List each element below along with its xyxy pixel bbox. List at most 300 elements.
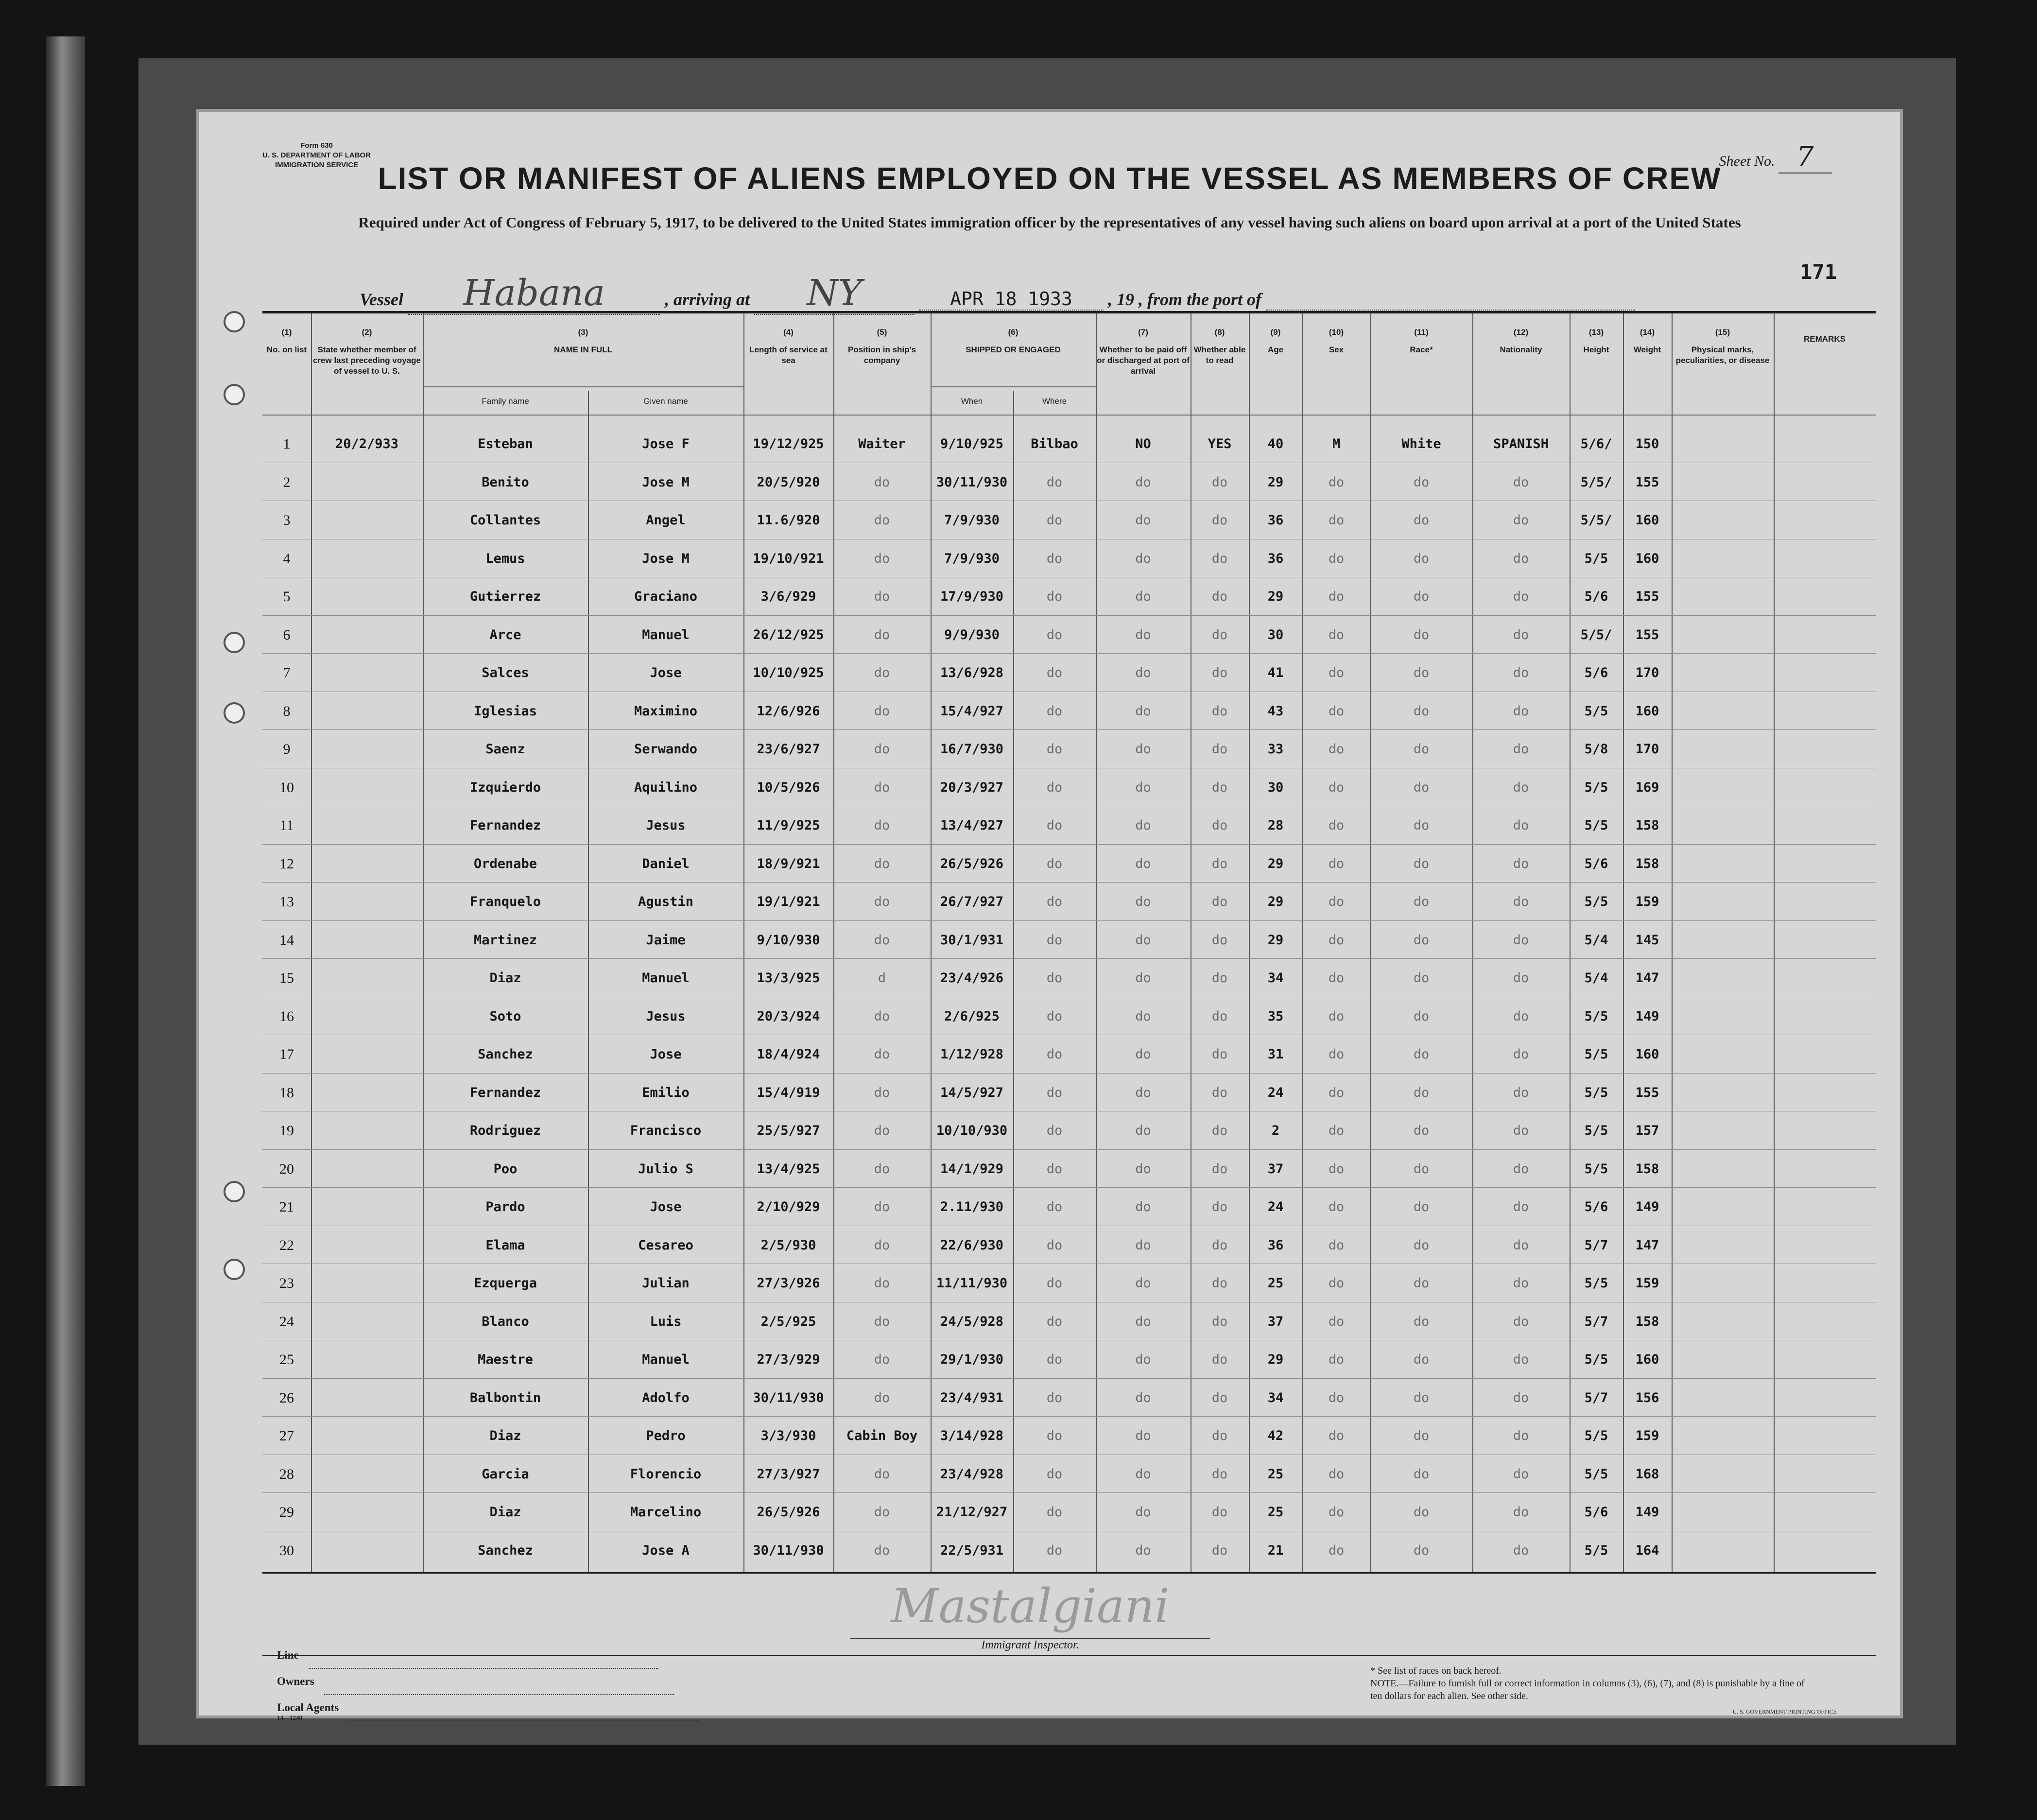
cell-read: do [1211, 932, 1228, 948]
date-stamp: APR 18 1933 [919, 288, 1104, 311]
cell-position: do [874, 818, 890, 833]
cell-sex: do [1328, 551, 1345, 566]
cell-where: do [1046, 1505, 1063, 1520]
cell-service: 20/5/920 [757, 474, 820, 490]
cell-paid: do [1135, 474, 1151, 490]
cell-no: 8 [283, 703, 291, 719]
cell-where: do [1046, 1237, 1063, 1253]
cell-height: 5/5 [1584, 1047, 1608, 1062]
cell-nat: do [1513, 742, 1529, 757]
cell-no: 16 [279, 1008, 294, 1024]
cell-paid: do [1135, 1085, 1151, 1100]
cell-height: 5/5 [1584, 1543, 1608, 1558]
cell-height: 5/6 [1584, 665, 1608, 680]
cell-read: do [1211, 1466, 1228, 1482]
cell-when: 30/11/930 [936, 474, 1008, 490]
cell-position: do [874, 932, 890, 948]
column-label: REMARKS [1804, 334, 1846, 344]
cell-nat: do [1513, 1199, 1529, 1214]
cell-family: Sanchez [478, 1543, 533, 1558]
cell-weight: 159 [1635, 1428, 1659, 1443]
cell-given: Julio S [638, 1161, 693, 1177]
cell-race: do [1413, 894, 1430, 909]
cell-read: do [1211, 1161, 1228, 1177]
cell-age: 29 [1267, 589, 1284, 604]
vessel-label: Vessel [360, 290, 403, 309]
cell-nat: do [1513, 665, 1529, 680]
cell-no: 22 [279, 1237, 294, 1253]
race-footnote: * See list of races on back hereof. [1370, 1665, 1502, 1676]
cell-when: 1/12/928 [940, 1047, 1004, 1062]
cell-given: Adolfo [642, 1390, 690, 1405]
cell-read: do [1211, 665, 1228, 680]
cell-given: Julian [642, 1276, 690, 1291]
cell-race: do [1413, 1428, 1430, 1443]
cell-where: do [1046, 1543, 1063, 1558]
cell-read: do [1211, 513, 1228, 528]
cell-position: do [874, 1390, 890, 1405]
cell-service: 26/12/925 [753, 627, 824, 642]
cell-height: 5/5 [1584, 1085, 1608, 1100]
cell-read: do [1211, 589, 1228, 604]
cell-height: 5/5 [1584, 1352, 1608, 1367]
cell-weight: 168 [1635, 1466, 1659, 1482]
cell-weight: 159 [1635, 1276, 1659, 1291]
cell-paid: do [1135, 703, 1151, 719]
cell-given: Serwando [634, 742, 698, 757]
crew-table [262, 311, 1876, 1656]
cell-service: 23/6/927 [757, 742, 820, 757]
column-number: (6) [1008, 328, 1018, 337]
column-number: (10) [1329, 328, 1344, 337]
cell-weight: 158 [1635, 1161, 1659, 1177]
cell-age: 25 [1267, 1276, 1284, 1291]
line-blank [309, 1643, 658, 1669]
footnotes [1370, 1664, 1808, 1702]
cell-height: 5/5 [1584, 1428, 1608, 1443]
cell-paid: do [1135, 1428, 1151, 1443]
cell-height: 5/5 [1584, 780, 1608, 795]
cell-nat: do [1513, 780, 1529, 795]
cell-height: 5/5/ [1580, 474, 1612, 490]
cell-position: do [874, 742, 890, 757]
cell-position: do [874, 703, 890, 719]
cell-last [311, 1379, 423, 1417]
cell-race: do [1413, 1390, 1430, 1405]
cell-when: 15/4/927 [940, 703, 1004, 719]
cell-sex: do [1328, 703, 1345, 719]
cell-service: 27/3/929 [757, 1352, 820, 1367]
cell-no: 12 [279, 855, 294, 872]
cell-no: 15 [279, 970, 294, 986]
cell-where: do [1046, 627, 1063, 642]
cell-given: Jaime [646, 932, 686, 948]
cell-age: 29 [1267, 474, 1284, 490]
cell-paid: do [1135, 589, 1151, 604]
cell-position: do [874, 1276, 890, 1291]
column-header [1013, 396, 1096, 407]
cell-sex: do [1328, 1428, 1345, 1443]
cell-race: do [1413, 1314, 1430, 1329]
cell-sex: do [1328, 742, 1345, 757]
cell-paid: do [1135, 513, 1151, 528]
cell-race: do [1413, 1123, 1430, 1138]
cell-weight: 160 [1635, 703, 1659, 719]
column-label: Position in ship's company [847, 345, 916, 365]
cell-position: do [874, 894, 890, 909]
cell-when: 14/1/929 [940, 1161, 1004, 1177]
cell-weight: 158 [1635, 856, 1659, 871]
arriving-port: NY [754, 272, 915, 315]
column-number: (13) [1588, 328, 1604, 337]
column-number: (2) [362, 328, 372, 337]
cell-age: 24 [1267, 1199, 1284, 1214]
cell-service: 27/3/926 [757, 1276, 820, 1291]
cell-race: do [1413, 1047, 1430, 1062]
cell-family: Elama [485, 1237, 525, 1253]
cell-given: Florencio [630, 1466, 702, 1482]
cell-when: 17/9/930 [940, 589, 1004, 604]
from-port-blank [1266, 289, 1635, 311]
column-label: Whether able to read [1193, 345, 1246, 365]
cell-race: White [1401, 436, 1441, 451]
cell-no: 7 [283, 665, 291, 681]
cell-read: do [1211, 703, 1228, 719]
cell-nat: do [1513, 818, 1529, 833]
cell-given: Jose F [642, 436, 690, 451]
column-header [1191, 327, 1249, 366]
cell-age: 25 [1267, 1466, 1284, 1482]
cell-weight: 155 [1635, 1085, 1659, 1100]
cell-read: do [1211, 1085, 1228, 1100]
cell-nat: do [1513, 551, 1529, 566]
column-header [588, 396, 743, 407]
cell-no: 5 [283, 589, 291, 605]
cell-no: 19 [279, 1123, 294, 1139]
cell-height: 5/8 [1584, 742, 1608, 757]
cell-age: 21 [1267, 1543, 1284, 1558]
cell-family: Fernandez [469, 818, 541, 833]
cell-height: 5/7 [1584, 1314, 1608, 1329]
owners-blank [324, 1669, 674, 1695]
cell-service: 12/6/926 [757, 703, 820, 719]
cell-sex: do [1328, 780, 1345, 795]
column-number: (11) [1414, 328, 1429, 337]
cell-sex: do [1328, 1276, 1345, 1291]
cell-sex: do [1328, 1199, 1345, 1214]
cell-height: 5/5/ [1580, 627, 1612, 642]
cell-height: 5/6 [1584, 856, 1608, 871]
cell-where: do [1046, 551, 1063, 566]
year-label: , 19 [1108, 290, 1135, 309]
form-code: 14—1240 [277, 1714, 302, 1721]
cell-nat: do [1513, 1505, 1529, 1520]
cell-nat: SPANISH [1493, 436, 1549, 451]
cell-where: do [1046, 1314, 1063, 1329]
cell-weight: 150 [1635, 436, 1659, 451]
cell-last [311, 769, 423, 807]
cell-weight: 159 [1635, 894, 1659, 909]
cell-weight: 145 [1635, 932, 1659, 948]
cell-family: Blanco [482, 1314, 529, 1329]
cell-read: do [1211, 551, 1228, 566]
cell-weight: 155 [1635, 474, 1659, 490]
cell-age: 36 [1267, 551, 1284, 566]
column-header [1623, 327, 1672, 355]
column-label: Height [1583, 345, 1609, 354]
cell-weight: 160 [1635, 1352, 1659, 1367]
cell-nat: do [1513, 1237, 1529, 1253]
cell-position: do [874, 1161, 890, 1177]
cell-given: Manuel [642, 627, 690, 642]
cell-service: 27/3/927 [757, 1466, 820, 1482]
cell-sex: do [1328, 1352, 1345, 1367]
cell-weight: 170 [1635, 665, 1659, 680]
cell-race: do [1413, 665, 1430, 680]
cell-sex: M [1332, 436, 1341, 451]
column-label: Age [1267, 345, 1284, 354]
sheet-number-value: 7 [1778, 141, 1832, 173]
column-label: Whether to be paid off or discharged at port of arrival [1097, 345, 1190, 376]
cell-where: do [1046, 1085, 1063, 1100]
cell-age: 33 [1267, 742, 1284, 757]
cell-last [311, 578, 423, 616]
cell-family: Iglesias [473, 703, 537, 719]
cell-given: Jose [650, 1047, 682, 1062]
cell-no: 29 [279, 1504, 294, 1520]
cell-when: 30/1/931 [940, 932, 1004, 948]
agents-blank [348, 1695, 698, 1721]
cell-no: 9 [283, 741, 291, 757]
column-header [833, 327, 931, 366]
column-label: Family name [482, 397, 529, 406]
cell-race: do [1413, 780, 1430, 795]
cell-given: Daniel [642, 856, 690, 871]
column-header [1672, 327, 1774, 366]
cell-height: 5/6 [1584, 589, 1608, 604]
punch-hole [224, 632, 245, 653]
cell-sex: do [1328, 627, 1345, 642]
cell-race: do [1413, 1161, 1430, 1177]
cell-where: do [1046, 1466, 1063, 1482]
cell-when: 22/5/931 [940, 1543, 1004, 1558]
column-header [311, 327, 423, 377]
cell-sex: do [1328, 1466, 1345, 1482]
punch-hole [224, 702, 245, 724]
cell-read: do [1211, 1047, 1228, 1062]
cell-position: do [874, 1352, 890, 1367]
cell-position: do [874, 856, 890, 871]
cell-given: Aquilino [634, 780, 698, 795]
cell-age: 24 [1267, 1085, 1284, 1100]
cell-given: Francisco [630, 1123, 702, 1138]
cell-given: Maximino [634, 703, 698, 719]
column-label: State whether member of crew last preceding voyage of vessel to U. S. [312, 345, 421, 376]
cell-weight: 149 [1635, 1505, 1659, 1520]
cell-given: Manuel [642, 1352, 690, 1367]
cell-position: do [874, 1123, 890, 1138]
page-subtitle: Required under Act of Congress of February 5, 1917, to be delivered to the United States immigration officer by the representatives of any vessel having such aliens on board upon arrival at a port of the United States [358, 214, 1741, 231]
subheader-rule [423, 386, 743, 387]
column-label: NAME IN FULL [554, 345, 612, 354]
cell-no: 26 [279, 1389, 294, 1406]
cell-age: 34 [1267, 1390, 1284, 1405]
cell-service: 26/5/926 [757, 1505, 820, 1520]
cell-family: Salces [482, 665, 529, 680]
sheet-number-label: Sheet No. [1719, 153, 1775, 169]
column-header [423, 396, 588, 407]
column-label: When [961, 397, 983, 406]
column-header [1249, 327, 1302, 355]
line-label: Line [277, 1649, 299, 1661]
cell-given: Jose [650, 1199, 682, 1214]
cell-service: 11/9/925 [757, 818, 820, 833]
cell-height: 5/6 [1584, 1505, 1608, 1520]
cell-family: Rodriguez [469, 1123, 541, 1138]
cell-sex: do [1328, 589, 1345, 604]
cell-when: 26/7/927 [940, 894, 1004, 909]
cell-last [311, 1532, 423, 1570]
cell-where: do [1046, 742, 1063, 757]
cell-where: do [1046, 1276, 1063, 1291]
cell-service: 20/3/924 [757, 1008, 820, 1024]
cell-service: 19/1/921 [757, 894, 820, 909]
cell-sex: do [1328, 971, 1345, 986]
cell-sex: do [1328, 1085, 1345, 1100]
cell-where: do [1046, 1123, 1063, 1138]
cell-given: Agustin [638, 894, 693, 909]
cell-height: 5/5 [1584, 1008, 1608, 1024]
cell-service: 11.6/920 [757, 513, 820, 528]
column-label: Where [1042, 397, 1067, 406]
cell-age: 35 [1267, 1008, 1284, 1024]
cell-position: do [874, 780, 890, 795]
column-number: (9) [1270, 328, 1281, 337]
punch-hole [224, 1181, 245, 1202]
cell-sex: do [1328, 856, 1345, 871]
cell-where: do [1046, 703, 1063, 719]
cell-age: 29 [1267, 894, 1284, 909]
cell-no: 17 [279, 1046, 294, 1062]
cell-when: 29/1/930 [940, 1352, 1004, 1367]
cell-nat: do [1513, 1390, 1529, 1405]
cell-family: Maestre [478, 1352, 533, 1367]
cell-race: do [1413, 856, 1430, 871]
cell-where: do [1046, 1161, 1063, 1177]
cell-position: do [874, 1314, 890, 1329]
cell-family: Esteban [478, 436, 533, 451]
cell-weight: 158 [1635, 818, 1659, 833]
cell-service: 18/4/924 [757, 1047, 820, 1062]
cell-read: do [1211, 1390, 1228, 1405]
cell-weight: 160 [1635, 551, 1659, 566]
cell-read: do [1211, 1505, 1228, 1520]
cell-last [311, 998, 423, 1036]
cell-family: Lemus [485, 551, 525, 566]
cell-paid: do [1135, 932, 1151, 948]
cell-nat: do [1513, 894, 1529, 909]
cell-race: do [1413, 1352, 1430, 1367]
cell-nat: do [1513, 932, 1529, 948]
cell-family: Diaz [489, 1505, 521, 1520]
column-header [1370, 327, 1472, 355]
cell-race: do [1413, 1237, 1430, 1253]
cell-nat: do [1513, 971, 1529, 986]
cell-position: do [874, 627, 890, 642]
cell-sex: do [1328, 1008, 1345, 1024]
cell-no: 14 [279, 932, 294, 948]
cell-where: do [1046, 894, 1063, 909]
cell-where: do [1046, 1008, 1063, 1024]
cell-service: 30/11/930 [753, 1543, 824, 1558]
cell-given: Graciano [634, 589, 698, 604]
cell-age: 37 [1267, 1314, 1284, 1329]
cell-height: 5/4 [1584, 971, 1608, 986]
cell-where: do [1046, 1199, 1063, 1214]
cell-nat: do [1513, 1085, 1529, 1100]
cell-no: 28 [279, 1466, 294, 1482]
cell-position: do [874, 551, 890, 566]
cell-age: 42 [1267, 1428, 1284, 1443]
cell-weight: 147 [1635, 1237, 1659, 1253]
vessel-name: Habana [408, 272, 660, 315]
cell-height: 5/7 [1584, 1390, 1608, 1405]
cell-last [311, 1493, 423, 1531]
cell-paid: do [1135, 856, 1151, 871]
cell-where: do [1046, 1390, 1063, 1405]
cell-paid: do [1135, 1505, 1151, 1520]
cell-paid: do [1135, 818, 1151, 833]
cell-when: 14/5/927 [940, 1085, 1004, 1100]
cell-weight: 156 [1635, 1390, 1659, 1405]
cell-last [311, 1112, 423, 1150]
cell-no: 13 [279, 894, 294, 910]
cell-when: 22/6/930 [940, 1237, 1004, 1253]
cell-position: do [874, 1237, 890, 1253]
agents-label: Local Agents [277, 1701, 339, 1714]
cell-age: 29 [1267, 932, 1284, 948]
cell-race: do [1413, 1543, 1430, 1558]
cell-given: Cesareo [638, 1237, 693, 1253]
cell-read: do [1211, 1123, 1228, 1138]
cell-sex: do [1328, 513, 1345, 528]
cell-paid: do [1135, 1390, 1151, 1405]
cell-position: do [874, 665, 890, 680]
cell-paid: do [1135, 1314, 1151, 1329]
cell-when: 21/12/927 [936, 1505, 1008, 1520]
cell-race: do [1413, 932, 1430, 948]
cell-age: 36 [1267, 1237, 1284, 1253]
cell-where: do [1046, 780, 1063, 795]
cell-where: do [1046, 1352, 1063, 1367]
cell-family: Garcia [482, 1466, 529, 1482]
cell-last [311, 1074, 423, 1112]
cell-position: Cabin Boy [846, 1428, 918, 1443]
cell-height: 5/5 [1584, 1123, 1608, 1138]
cell-last [311, 1265, 423, 1302]
cell-paid: do [1135, 1047, 1151, 1062]
cell-height: 5/5 [1584, 703, 1608, 719]
cell-weight: 149 [1635, 1199, 1659, 1214]
cell-family: Ezquerga [473, 1276, 537, 1291]
punch-hole [224, 1259, 245, 1280]
cell-race: do [1413, 1199, 1430, 1214]
cell-given: Manuel [642, 971, 690, 986]
column-label: SHIPPED OR ENGAGED [966, 345, 1061, 354]
cell-race: do [1413, 1085, 1430, 1100]
cell-no: 1 [283, 436, 291, 452]
cell-paid: do [1135, 1543, 1151, 1558]
